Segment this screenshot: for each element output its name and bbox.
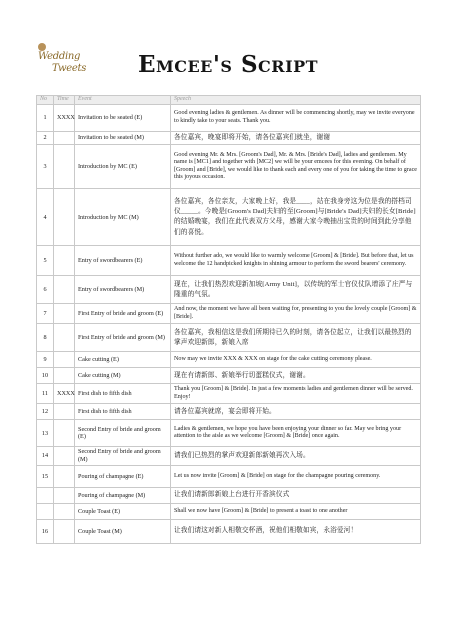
row-event: Pouring of champagne (E) — [75, 465, 171, 487]
row-time — [54, 189, 75, 246]
row-number: 8 — [37, 324, 54, 352]
row-time — [54, 246, 75, 276]
row-number: 13 — [37, 420, 54, 447]
col-header-speech: Speech — [171, 96, 421, 105]
row-event: Invitation to be seated (M) — [75, 132, 171, 145]
row-number: 11 — [37, 384, 54, 404]
row-speech: Shall we now have [Groom] & [Bride] to present a toast to one another — [171, 503, 421, 519]
row-speech: 让我们请这对新人相敬交杯酒，祝他们相敬如宾，永浴爱河！ — [171, 519, 421, 543]
row-number: 1 — [37, 105, 54, 132]
row-event: First dish to fifth dish — [75, 404, 171, 420]
row-speech: 请我们已热烈的掌声欢迎新郎新娘再次入场。 — [171, 447, 421, 466]
page-title: Emcee's Script — [137, 51, 319, 78]
table-row — [37, 447, 421, 466]
table-row — [37, 105, 421, 132]
row-event: Second Entry of bride and groom (E) — [75, 420, 171, 447]
row-number: 16 — [37, 519, 54, 543]
table-row — [37, 324, 421, 352]
row-number: 12 — [37, 404, 54, 420]
row-number: 3 — [37, 145, 54, 189]
row-number: 10 — [37, 368, 54, 384]
row-number: 7 — [37, 304, 54, 324]
row-number: 5 — [37, 246, 54, 276]
row-number: 6 — [37, 276, 54, 304]
table-header-row — [37, 96, 421, 105]
row-event: Pouring of champagne (M) — [75, 487, 171, 503]
row-speech: Without further ado, we would like to warmly welcome [Groom] & [Bride]. But before that, let us welcome the 12 handpicked knights in shining armour to perform the sword bearers' ceremony. — [171, 246, 421, 276]
table-row — [37, 304, 421, 324]
row-event: Cake cutting (E) — [75, 352, 171, 368]
col-header-event: Event — [75, 96, 171, 105]
row-event: Entry of swordbearers (M) — [75, 276, 171, 304]
row-time — [54, 420, 75, 447]
row-speech: Good evening Mr. & Mrs. [Groom's Dad], Mr. & Mrs. [Bride's Dad], ladies and gentlemen. My name is [MC1] and together with [MC2] we will be your emcees for this evening. On behalf of [Groom] and [Bride], we would like to thank each and every one of you for taking the time to grace this joyous occasion. — [171, 145, 421, 189]
col-header-time: Time — [54, 96, 75, 105]
row-speech: 现在，让我们热烈欢迎新加坡[Army Unit]，以传统的军士官仪仗队增添了庄严与隆重的气氛。 — [171, 276, 421, 304]
row-event: Entry of swordbearers (E) — [75, 246, 171, 276]
row-number: 15 — [37, 465, 54, 487]
table-row — [37, 132, 421, 145]
header — [36, 37, 420, 95]
row-time — [54, 465, 75, 487]
row-speech: Good evening ladies & gentlemen. As dinner will be commencing shortly, may we invite everyone to kindly take to your seats. Thank you. — [171, 105, 421, 132]
row-event: First Entry of bride and groom (M) — [75, 324, 171, 352]
row-event: Couple Toast (E) — [75, 503, 171, 519]
row-time — [54, 145, 75, 189]
row-event: Couple Toast (M) — [75, 519, 171, 543]
row-time — [54, 304, 75, 324]
row-number — [37, 487, 54, 503]
script-page — [36, 37, 420, 544]
row-number: 4 — [37, 189, 54, 246]
row-time: XXXX — [54, 384, 75, 404]
row-number: 2 — [37, 132, 54, 145]
table-row — [37, 519, 421, 543]
table-row — [37, 368, 421, 384]
row-number: 9 — [37, 352, 54, 368]
row-event: First Entry of bride and groom (E) — [75, 304, 171, 324]
table-row — [37, 503, 421, 519]
row-speech: 各位嘉宾，各位亲友，大家晚上好，我是____，站在我身旁这为位是我的搭档司仪_____。今晚是[Groom's Dad]夫妇的至[Groom]与[Bride's Dad]夫妇的长女[Bride]的结婚晚宴，我们在此代表双方父母，感谢大家今晚抽出宝贵的时间到此分享他们的喜悦。 — [171, 189, 421, 246]
row-time — [54, 503, 75, 519]
logo-line-2: Tweets — [52, 63, 87, 74]
table-row — [37, 189, 421, 246]
table-row — [37, 404, 421, 420]
logo-mark-icon — [38, 43, 46, 51]
col-header-no: No — [37, 96, 54, 105]
row-speech: Now may we invite XXX & XXX on stage for the cake cutting ceremony please. — [171, 352, 421, 368]
logo-line-1: Wedding — [38, 51, 81, 62]
script-table — [36, 95, 421, 544]
row-number: 14 — [37, 447, 54, 466]
row-time — [54, 132, 75, 145]
row-event: Cake cutting (M) — [75, 368, 171, 384]
row-event: First dish to fifth dish — [75, 384, 171, 404]
table-row — [37, 384, 421, 404]
row-speech: 各位嘉宾，晚宴即将开始，请各位嘉宾们就坐，谢谢 — [171, 132, 421, 145]
row-speech: 让我们请新郎新娘上台进行开香滨仪式 — [171, 487, 421, 503]
table-row — [37, 352, 421, 368]
row-time: XXXX — [54, 105, 75, 132]
row-speech: Ladies & gentlemen, we hope you have been enjoying your dinner so far. May we bring your attention to the aisle as we welcome [Groom] & [Bride] once again. — [171, 420, 421, 447]
row-event: Second Entry of bride and groom (M) — [75, 447, 171, 466]
table-row — [37, 465, 421, 487]
row-event: Introduction by MC (M) — [75, 189, 171, 246]
table-body — [37, 105, 421, 544]
row-speech: Let us now invite [Groom] & [Bride] on stage for the champagne pouring ceremony. — [171, 465, 421, 487]
table-row — [37, 487, 421, 503]
row-time — [54, 487, 75, 503]
table-row — [37, 276, 421, 304]
row-time — [54, 519, 75, 543]
row-speech: And now, the moment we have all been waiting for, presenting to you the lovely couple [Groom] & [Bride]. — [171, 304, 421, 324]
row-speech: 现在有请新郎、新娘举行切蛋糕仪式，谢谢。 — [171, 368, 421, 384]
row-event: Introduction by MC (E) — [75, 145, 171, 189]
row-speech: 请各位嘉宾就席，宴会即将开始。 — [171, 404, 421, 420]
row-time — [54, 352, 75, 368]
row-speech: 各位嘉宾，我相信这是我们所期待已久的时刻，请各位起立，让我们以最热烈的掌声欢迎新郎，新娘入席 — [171, 324, 421, 352]
table-row — [37, 145, 421, 189]
row-time — [54, 404, 75, 420]
row-time — [54, 447, 75, 466]
row-time — [54, 276, 75, 304]
row-time — [54, 368, 75, 384]
table-row — [37, 246, 421, 276]
row-event: Invitation to be seated (E) — [75, 105, 171, 132]
row-number — [37, 503, 54, 519]
row-speech: Thank you [Groom] & [Bride]. In just a few moments ladies and gentlemen dinner will be served. Enjoy! — [171, 384, 421, 404]
row-time — [54, 324, 75, 352]
table-row — [37, 420, 421, 447]
